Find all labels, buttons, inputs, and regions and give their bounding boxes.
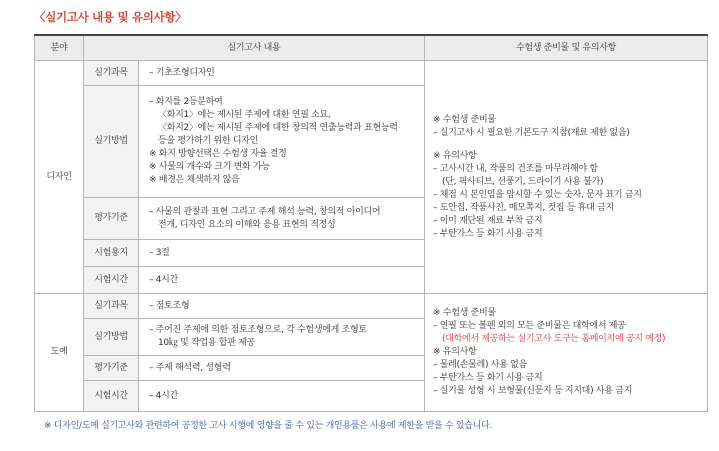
row-label: 시험시간 bbox=[84, 267, 139, 294]
row-content bbox=[139, 240, 425, 267]
row-content bbox=[139, 381, 425, 412]
notes-line: – 부탄가스 등 화기 사용 금지 bbox=[433, 228, 543, 239]
content-line: – 사물의 관찰과 표현 그리고 주제 해석 능력, 창의적 아이디어 bbox=[149, 206, 381, 217]
table-row bbox=[35, 294, 708, 319]
row-label: 실기방법 bbox=[84, 86, 139, 198]
notes-line: – 이미 재단된 재료 부착 금지 bbox=[433, 215, 543, 226]
content-line: – 4시간 bbox=[149, 274, 178, 285]
row-content bbox=[139, 356, 425, 381]
header-field: 분야 bbox=[35, 35, 84, 61]
footnote: ※ 디자인/도예 실기고사와 관련하여 공정한 고사 시행에 영향을 줄 수 있는 개인용품은 사용에 제한을 받을 수 있습니다. bbox=[44, 421, 493, 431]
table-header-row bbox=[35, 35, 708, 61]
notes-line: – 실기고사 시 필요한 기본도구 지참(재료 제한 없음) bbox=[433, 127, 630, 138]
prep-heading: ※ 수험생 준비물 bbox=[433, 114, 496, 125]
content-line: 전개, 디자인 요소의 이해와 응용 표현의 적정성 bbox=[158, 219, 336, 230]
caution-heading: ※ 유의사항 bbox=[433, 347, 477, 357]
content-line: – 점토조형 bbox=[149, 300, 190, 311]
content-line: – 주제 해석력, 성형력 bbox=[149, 362, 231, 373]
row-content bbox=[139, 61, 425, 86]
content-line: ※ 화지 방향선택은 수험생 자율 결정 bbox=[149, 149, 287, 159]
notes-line: – 실기물 성형 시 보형물(신문지 등 지지대) 사용 금지 bbox=[433, 386, 632, 396]
content-line: – 기초조형디자인 bbox=[149, 67, 215, 78]
content-line: ※ 배경은 채색하지 않음 bbox=[149, 175, 240, 185]
content-line: 〈화지1〉에는 제시된 주제에 대한 연필 소묘, bbox=[158, 110, 331, 120]
content-line: – 4시간 bbox=[149, 390, 178, 401]
prep-heading: ※ 수험생 준비물 bbox=[433, 308, 496, 318]
section-title: 〈실기고사 내용 및 유의사항〉 bbox=[34, 10, 187, 24]
field-design: 디자인 bbox=[35, 61, 84, 294]
notes-line: (단, 픽사티브, 선풍기, 드라이기 사용 불가) bbox=[442, 176, 604, 187]
row-label: 평가기준 bbox=[84, 198, 139, 240]
row-label: 시험시간 bbox=[84, 381, 139, 412]
row-label: 평가기준 bbox=[84, 356, 139, 381]
row-content bbox=[139, 294, 425, 319]
notes-line-red: (대학에서 제공하는 실기고사 도구는 홈페이지에 공지 예정) bbox=[442, 334, 666, 344]
content-line: 〈화지2〉에는 제시된 주제에 대한 창의적 연출능력과 표현능력 bbox=[158, 123, 398, 133]
row-content bbox=[139, 86, 425, 198]
row-content bbox=[139, 267, 425, 294]
notes-line: – 고사시간 내, 작품의 건조를 마무리해야 함 bbox=[433, 163, 598, 174]
content-line: – 화지를 2등분하여 bbox=[149, 97, 223, 107]
header-notes: 수험생 준비물 및 유의사항 bbox=[425, 35, 708, 61]
row-content bbox=[139, 198, 425, 240]
notes-line: – 연필 또는 볼펜 외의 모든 준비물은 대학에서 제공 bbox=[433, 321, 626, 331]
row-content bbox=[139, 319, 425, 356]
content-line: ※ 사물의 개수와 크기 변화 가능 bbox=[149, 162, 270, 172]
ceramics-notes bbox=[425, 294, 708, 412]
row-label: 실기방법 bbox=[84, 319, 139, 356]
design-notes bbox=[425, 61, 708, 294]
content-line: 등을 평가하기 위한 디자인 bbox=[158, 136, 259, 146]
notes-line: – 도안집, 작품사진, 메모쪽지, 컷집 등 휴대 금지 bbox=[433, 202, 614, 213]
content-line: 10㎏ 및 작업용 합판 제공 bbox=[158, 338, 255, 348]
header-content: 실기고사 내용 bbox=[84, 35, 425, 61]
caution-heading: ※ 유의사항 bbox=[433, 150, 477, 161]
row-label: 실기과목 bbox=[84, 294, 139, 319]
exam-info-table bbox=[34, 34, 708, 412]
field-ceramics: 도예 bbox=[35, 294, 84, 412]
notes-line: – 부탄가스 등 화기 사용 금지 bbox=[433, 373, 543, 383]
content-line: – 3절 bbox=[149, 247, 170, 258]
notes-line: – 물레(손물레) 사용 없음 bbox=[433, 360, 527, 370]
row-label: 실기과목 bbox=[84, 61, 139, 86]
row-label: 시험용지 bbox=[84, 240, 139, 267]
notes-line: – 채점 시 본인임을 암시할 수 있는 숫자, 문자 표기 금지 bbox=[433, 189, 642, 200]
content-line: – 주어진 주제에 의한 점토조형으로, 각 수험생에게 조형토 bbox=[149, 325, 367, 335]
table-row bbox=[35, 61, 708, 86]
